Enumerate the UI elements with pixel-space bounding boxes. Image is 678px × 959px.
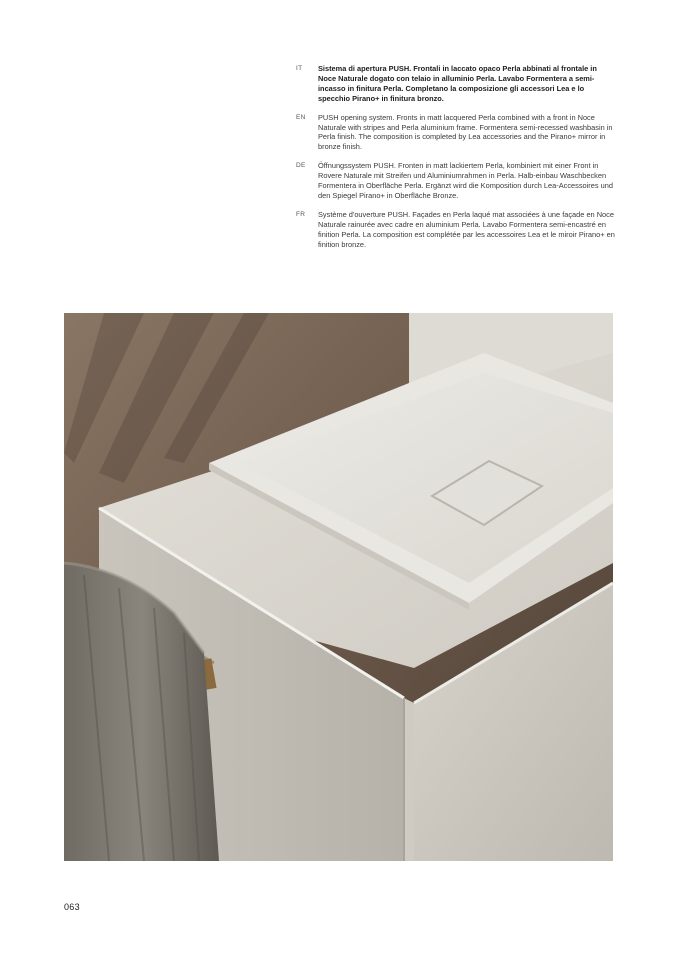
description-it: [296, 64, 616, 104]
description-en: [296, 113, 616, 153]
language-code: IT: [296, 65, 303, 72]
description-text: Système d'ouverture PUSH. Façades en Perla laqué mat associées à une façade en Noce Naturale rainurée avec cadre en aluminium Perla. Lavabo Formentera semi-encastré en finition Perla. La composition est complétée par les accessoires Lea et le miroir Pirano+ en finition bronze.: [318, 209, 615, 249]
product-description: [296, 64, 616, 259]
description-fr: [296, 210, 616, 250]
description-text: Sistema di apertura PUSH. Frontali in laccato opaco Perla abbinati al frontale in Noce Naturale dogato con telaio in alluminio Perla. Lavabo Formentera a semi-incasso in finitura Perla. Completano la composizione gli accessori Lea e lo specchio Pirano+ in finitura bronzo.: [318, 64, 597, 103]
product-photo: [64, 313, 613, 861]
language-code: FR: [296, 210, 306, 218]
page-number: 063: [64, 902, 80, 912]
description-text: Öffnungssystem PUSH. Fronten in matt lackiertem Perla, kombiniert mit einer Front in Rovere Naturale mit Streifen und Aluminiumrahmen in Perla. Halb-einbau Waschbecken Formentera in Oberfläche Perla. Ergänzt wird die Komposition durch Lea-Accessoires und den Spiegel Pirano+ in Oberfläche Bronze.: [318, 161, 613, 200]
language-code: EN: [296, 113, 306, 121]
description-text: PUSH opening system. Fronts in matt lacquered Perla combined with a front in Noce Naturale with stripes and Perla aluminium frame. Formentera semi-recessed washbasin in Perla finish. The composition is completed by Lea accessories and the Pirano+ mirror in bronze finish.: [318, 112, 613, 152]
description-de: [296, 161, 616, 201]
language-code: DE: [296, 162, 306, 170]
